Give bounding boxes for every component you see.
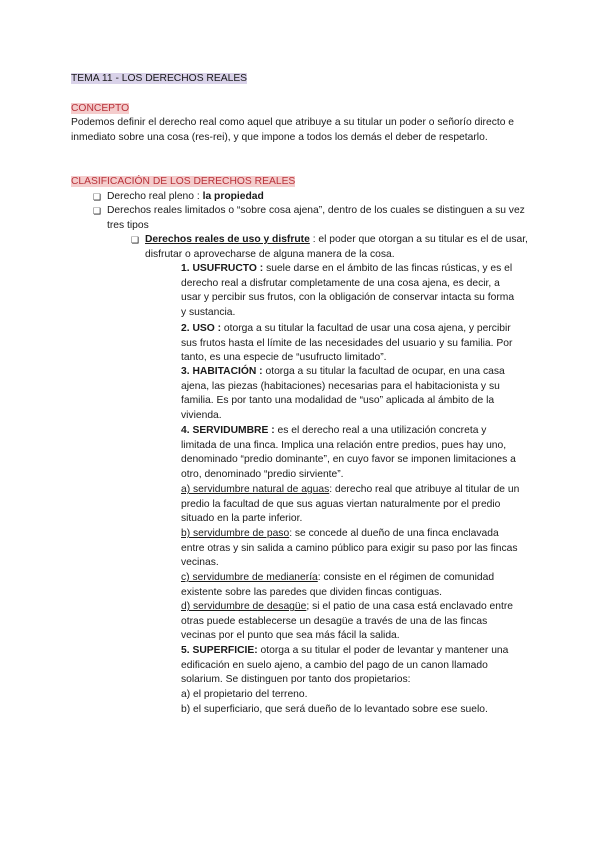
list-item-pleno xyxy=(93,190,533,205)
usufructo-paragraph: 1. USUFRUCTO : suele darse en el ámbito de las fincas rústicas, y es el derecho real a disfrutar completamente de una cosa ajena, es decir, a usar y percibir sus frutos, con la obligación de conservar intacta su forma y sustancia. xyxy=(181,263,515,318)
servidumbre-paso: b) servidumbre de paso: se concede al dueño de una finca enclavada entre otras y sin salida a camino público para exigir su paso por las fincas vecinas. xyxy=(181,528,518,569)
list-item-uso-disfrute xyxy=(131,233,531,262)
checkbox-bullet-icon: ❏ xyxy=(131,235,140,245)
superficie-b: b) el superficiario, que será dueño de lo levantado sobre ese suelo. xyxy=(181,704,488,715)
checkbox-bullet-icon: ❏ xyxy=(93,192,102,202)
concepto-heading-line xyxy=(71,102,129,117)
list-item-limitados xyxy=(93,204,533,233)
habitacion-paragraph: 3. HABITACIÓN : otorga a su titular la facultad de ocupar, en una casa ajena, las piezas (habitaciones) necesarias para el habitacionista y su familia. Es por tanto una modalidad de “uso” aplicada al ámbito de la vivienda. xyxy=(181,366,505,421)
servidumbre-medianeria: c) servidumbre de medianería: consiste en el régimen de comunidad existente sobre las paredes que dividen fincas contiguas. xyxy=(181,572,495,598)
servidumbre-aguas: a) servidumbre natural de aguas: derecho real que atribuye al titular de un predio la facultad de que sus aguas viertan naturalmente por el predio situado en la parte inferior. xyxy=(181,484,520,525)
servidumbre-paragraph: 4. SERVIDUMBRE : es el derecho real a una utilización concreta y limitada de una finca. Implica una relación entre predios, pues hay uno, denominado “predio dominante”, en cuyo favor se imponen limitaciones a otro, denominado “predio sirviente”. xyxy=(181,425,516,480)
uso-paragraph: 2. USO : otorga a su titular la facultad de usar una cosa ajena, y percibir sus frutos hasta el límite de las necesidades del usuario y su familia. Por tanto, es una especie de “usufructo limitado”. xyxy=(181,323,513,364)
checkbox-bullet-icon: ❏ xyxy=(93,206,102,216)
list-item-text: Derechos reales limitados o “sobre cosa ajena”, dentro de los cuales se distinguen a su vez tres tipos xyxy=(107,205,525,231)
document-title: TEMA 11 - LOS DERECHOS REALES xyxy=(71,73,248,84)
clasificacion-heading-line xyxy=(71,175,295,190)
superficie-paragraph: 5. SUPERFICIE: otorga a su titular el poder de levantar y mantener una edificación en suelo ajeno, a cambio del pago de un canon llamado solarium. Se distinguen por tanto dos propietarios: xyxy=(181,645,509,686)
list-item-text: Derechos reales de uso y disfrute : el poder que otorgan a su titular es el de usar, disfrutar o aprovecharse de alguna manera de la cosa. xyxy=(145,234,528,260)
clasificacion-heading: CLASIFICACIÓN DE LOS DERECHOS REALES xyxy=(71,176,296,187)
concepto-text: Podemos definir el derecho real como aquel que atribuye a su titular un poder o señorío directo e inmediato sobre una cosa (res-rei), y que impone a todos los demás el deber de respetarlo. xyxy=(71,117,515,143)
servidumbre-desague: d) servidumbre de desagüe; si el patio de una casa está enclavado entre otras puede establecerse un desagüe a través de una de las fincas vecinas por el punto que sea más fácil la salida. xyxy=(181,601,514,642)
superficie-a: a) el propietario del terreno. xyxy=(181,689,308,700)
concepto-heading: CONCEPTO xyxy=(71,103,130,114)
title-line xyxy=(71,72,247,87)
list-item-text: Derecho real pleno : la propiedad xyxy=(107,191,264,202)
